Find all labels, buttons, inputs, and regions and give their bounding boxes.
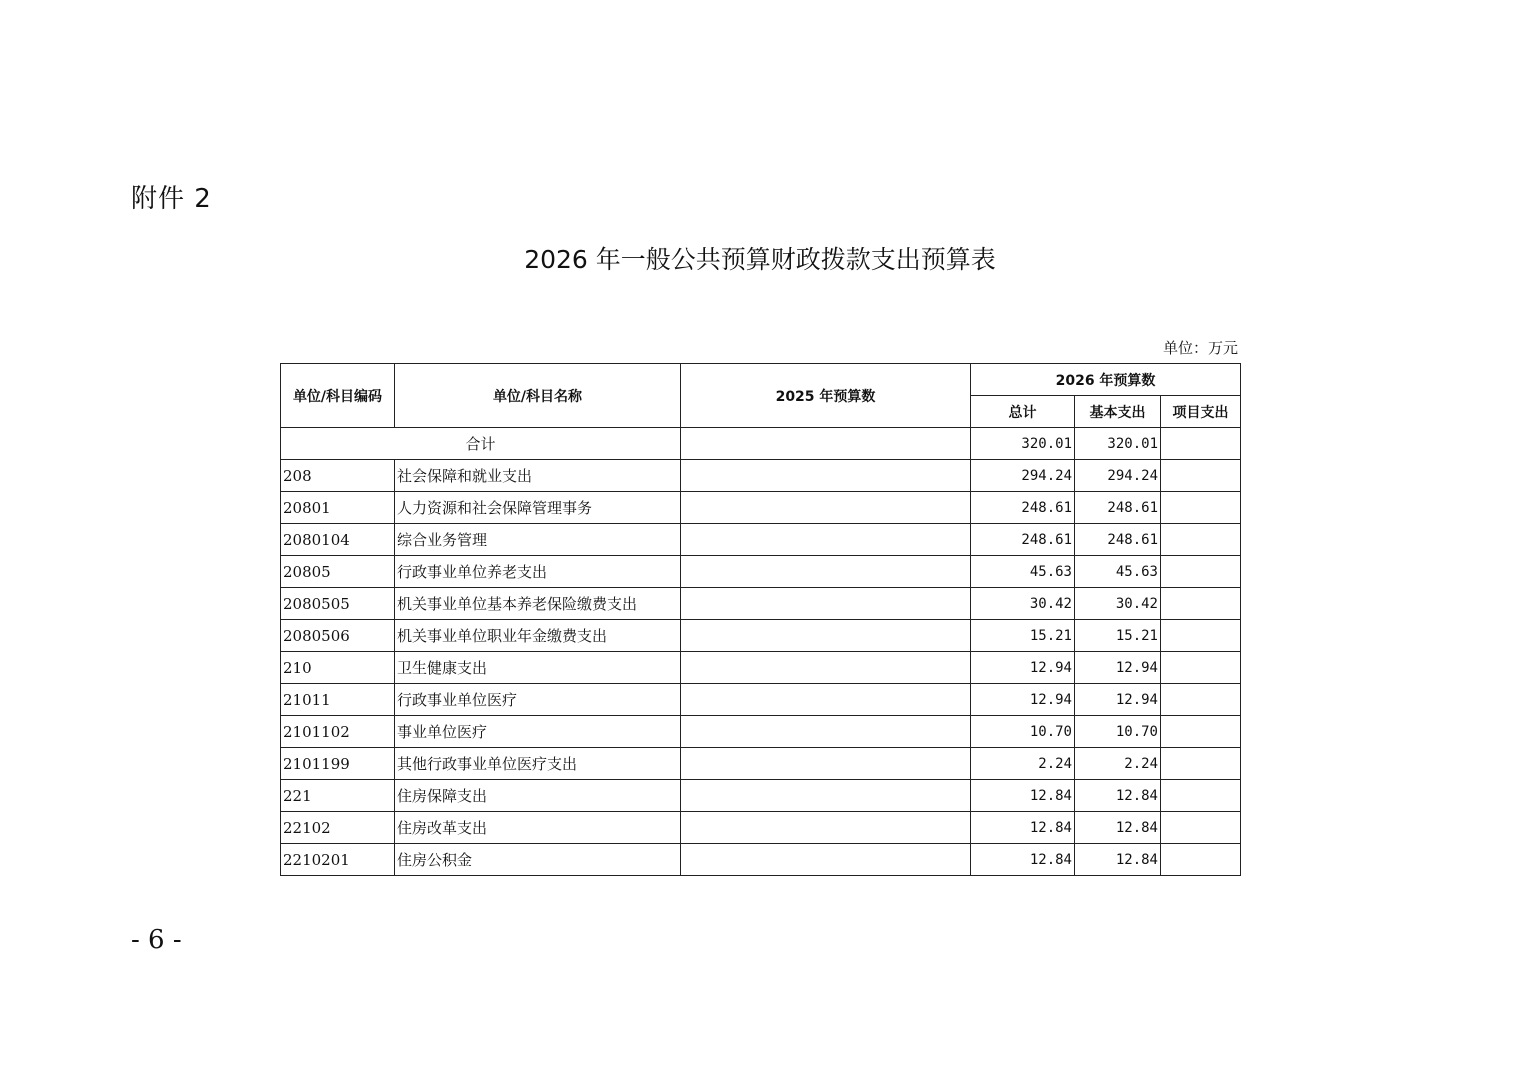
row-name: 住房公积金 bbox=[395, 844, 681, 876]
row-total: 12.94 bbox=[971, 684, 1075, 716]
row-basic: 248.61 bbox=[1075, 524, 1161, 556]
row-prev-budget bbox=[681, 460, 971, 492]
row-name: 卫生健康支出 bbox=[395, 652, 681, 684]
row-project bbox=[1161, 460, 1241, 492]
row-name: 住房保障支出 bbox=[395, 780, 681, 812]
row-basic: 12.94 bbox=[1075, 684, 1161, 716]
row-basic: 248.61 bbox=[1075, 492, 1161, 524]
col-header-basic: 基本支出 bbox=[1075, 396, 1161, 428]
row-total: 248.61 bbox=[971, 524, 1075, 556]
row-code: 2080506 bbox=[281, 620, 395, 652]
row-project bbox=[1161, 748, 1241, 780]
row-total: 10.70 bbox=[971, 716, 1075, 748]
table-row bbox=[281, 812, 1241, 844]
table-header-row bbox=[281, 364, 1241, 396]
attachment-label: 附件 2 bbox=[131, 184, 212, 214]
table-row bbox=[281, 716, 1241, 748]
page-number: - 6 - bbox=[131, 925, 182, 955]
row-name: 行政事业单位医疗 bbox=[395, 684, 681, 716]
total-project bbox=[1161, 428, 1241, 460]
row-code: 20801 bbox=[281, 492, 395, 524]
row-total: 12.84 bbox=[971, 780, 1075, 812]
col-header-total: 总计 bbox=[971, 396, 1075, 428]
row-basic: 12.84 bbox=[1075, 780, 1161, 812]
row-basic: 2.24 bbox=[1075, 748, 1161, 780]
row-basic: 10.70 bbox=[1075, 716, 1161, 748]
col-header-name: 单位/科目名称 bbox=[395, 364, 681, 428]
row-project bbox=[1161, 780, 1241, 812]
row-total: 45.63 bbox=[971, 556, 1075, 588]
table-row bbox=[281, 620, 1241, 652]
table-row bbox=[281, 460, 1241, 492]
row-prev-budget bbox=[681, 684, 971, 716]
row-name: 人力资源和社会保障管理事务 bbox=[395, 492, 681, 524]
col-header-current-group: 2026 年预算数 bbox=[971, 364, 1241, 396]
row-name: 综合业务管理 bbox=[395, 524, 681, 556]
row-code: 2210201 bbox=[281, 844, 395, 876]
row-code: 2101199 bbox=[281, 748, 395, 780]
col-header-code: 单位/科目编码 bbox=[281, 364, 395, 428]
row-project bbox=[1161, 844, 1241, 876]
row-prev-budget bbox=[681, 812, 971, 844]
total-basic: 320.01 bbox=[1075, 428, 1161, 460]
col-header-prev-budget: 2025 年预算数 bbox=[681, 364, 971, 428]
row-prev-budget bbox=[681, 524, 971, 556]
row-total: 30.42 bbox=[971, 588, 1075, 620]
row-prev-budget bbox=[681, 780, 971, 812]
row-prev-budget bbox=[681, 556, 971, 588]
table-row bbox=[281, 556, 1241, 588]
row-name: 机关事业单位职业年金缴费支出 bbox=[395, 620, 681, 652]
row-prev-budget bbox=[681, 620, 971, 652]
row-basic: 12.94 bbox=[1075, 652, 1161, 684]
row-project bbox=[1161, 812, 1241, 844]
row-total: 12.84 bbox=[971, 812, 1075, 844]
row-project bbox=[1161, 620, 1241, 652]
row-total: 15.21 bbox=[971, 620, 1075, 652]
row-code: 2101102 bbox=[281, 716, 395, 748]
row-basic: 15.21 bbox=[1075, 620, 1161, 652]
row-prev-budget bbox=[681, 844, 971, 876]
row-code: 22102 bbox=[281, 812, 395, 844]
table-row bbox=[281, 844, 1241, 876]
row-project bbox=[1161, 716, 1241, 748]
table-row bbox=[281, 684, 1241, 716]
row-project bbox=[1161, 684, 1241, 716]
table-row bbox=[281, 780, 1241, 812]
row-project bbox=[1161, 652, 1241, 684]
col-header-project: 项目支出 bbox=[1161, 396, 1241, 428]
page-title: 2026 年一般公共预算财政拨款支出预算表 bbox=[524, 245, 996, 274]
row-name: 其他行政事业单位医疗支出 bbox=[395, 748, 681, 780]
row-project bbox=[1161, 556, 1241, 588]
row-total: 248.61 bbox=[971, 492, 1075, 524]
row-code: 2080104 bbox=[281, 524, 395, 556]
row-project bbox=[1161, 588, 1241, 620]
row-code: 221 bbox=[281, 780, 395, 812]
row-code: 2080505 bbox=[281, 588, 395, 620]
row-total: 2.24 bbox=[971, 748, 1075, 780]
row-code: 208 bbox=[281, 460, 395, 492]
budget-table bbox=[280, 363, 1241, 876]
row-name: 机关事业单位基本养老保险缴费支出 bbox=[395, 588, 681, 620]
table-row bbox=[281, 492, 1241, 524]
row-code: 20805 bbox=[281, 556, 395, 588]
row-prev-budget bbox=[681, 588, 971, 620]
table-row bbox=[281, 588, 1241, 620]
row-prev-budget bbox=[681, 652, 971, 684]
table-row bbox=[281, 748, 1241, 780]
unit-label: 单位：万元 bbox=[1162, 339, 1238, 357]
total-prev-budget bbox=[681, 428, 971, 460]
row-project bbox=[1161, 492, 1241, 524]
table-row bbox=[281, 524, 1241, 556]
row-prev-budget bbox=[681, 492, 971, 524]
total-total: 320.01 bbox=[971, 428, 1075, 460]
row-code: 210 bbox=[281, 652, 395, 684]
row-prev-budget bbox=[681, 748, 971, 780]
row-total: 12.94 bbox=[971, 652, 1075, 684]
row-project bbox=[1161, 524, 1241, 556]
row-basic: 12.84 bbox=[1075, 812, 1161, 844]
row-basic: 45.63 bbox=[1075, 556, 1161, 588]
row-total: 294.24 bbox=[971, 460, 1075, 492]
row-name: 事业单位医疗 bbox=[395, 716, 681, 748]
row-basic: 294.24 bbox=[1075, 460, 1161, 492]
row-basic: 12.84 bbox=[1075, 844, 1161, 876]
row-name: 行政事业单位养老支出 bbox=[395, 556, 681, 588]
row-name: 住房改革支出 bbox=[395, 812, 681, 844]
row-basic: 30.42 bbox=[1075, 588, 1161, 620]
row-prev-budget bbox=[681, 716, 971, 748]
total-label: 合计 bbox=[281, 428, 681, 460]
row-total: 12.84 bbox=[971, 844, 1075, 876]
row-code: 21011 bbox=[281, 684, 395, 716]
row-name: 社会保障和就业支出 bbox=[395, 460, 681, 492]
table-row bbox=[281, 652, 1241, 684]
total-row bbox=[281, 428, 1241, 460]
